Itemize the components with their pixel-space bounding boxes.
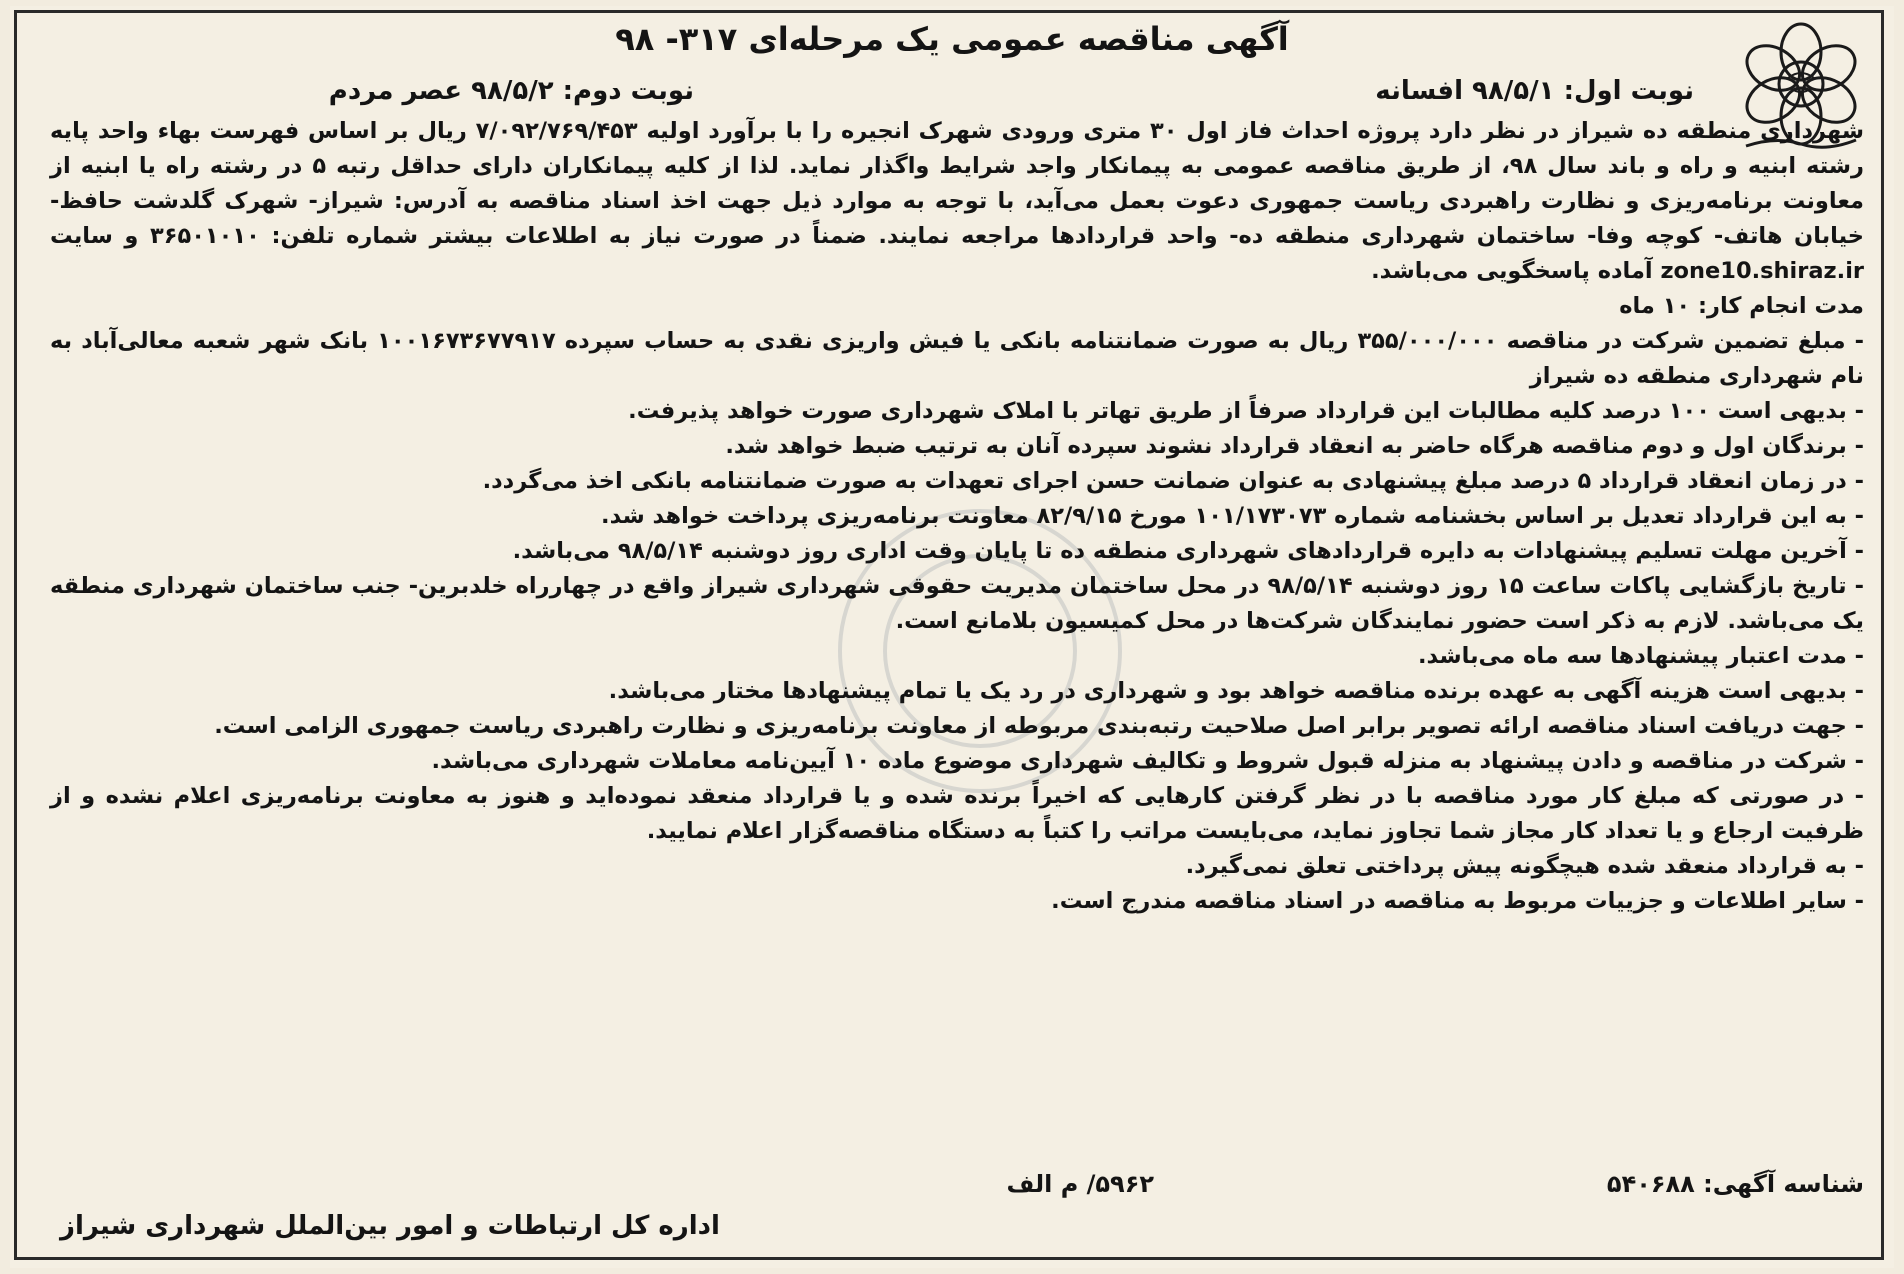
clause-winners: - برندگان اول و دوم مناقصه هرگاه حاضر به انعقاد قرارداد نشوند سپرده آنان به ترتیب ضبط خواهد شد.	[725, 433, 1864, 459]
ad-identifier: شناسه آگهی: ۵۴۰۶۸۸	[1606, 1170, 1864, 1198]
clause-adjustment: - به این قرارداد تعدیل بر اساس بخشنامه شماره ۱۰۱/۱۷۳۰۷۳ مورخ ۸۲/۹/۱۵ معاونت برنامه‌ریزی پرداخت خواهد شد.	[601, 503, 1864, 529]
clause-documents: - جهت دریافت اسناد مناقصه ارائه تصویر برابر اصل صلاحیت رتبه‌بندی مربوطه از معاونت برنامه‌ریزی و نظارت راهبردی ریاست جمهوری الزامی است.	[214, 713, 1864, 739]
newspaper-clipping	[10, 6, 1894, 1268]
issuer-footer: اداره کل ارتباطات و امور بین‌الملل شهرداری شیراز	[60, 1211, 720, 1241]
ad-title: آگهی مناقصه عمومی یک مرحله‌ای ۳۱۷- ۹۸	[615, 20, 1289, 58]
clause-guarantee: - مبلغ تضمین شرکت در مناقصه ۳۵۵/۰۰۰/۰۰۰ ریال به صورت ضمانتنامه بانکی یا فیش واریزی نقدی به حساب سپرده ۱۰۰۱۶۷۳۶۷۷۹۱۷ بانک شهر شعبه معالی‌آباد به نام شهرداری منطقه ده شیراز	[50, 328, 1864, 389]
ad-code: ۵۹۶۲/ م الف	[1006, 1170, 1154, 1198]
clause-ad-cost: - بدیهی است هزینه آگهی به عهده برنده مناقصه خواهد بود و شهرداری در رد یک یا تمام پیشنهادها مختار می‌باشد.	[608, 678, 1864, 704]
clause-deadline: - آخرین مهلت تسلیم پیشنهادات به دایره قراردادهای شهرداری منطقه ده تا پایان وقت اداری روز دوشنبه ۹۸/۵/۱۴ می‌باشد.	[512, 538, 1864, 564]
clause-payment: - بدیهی است ۱۰۰ درصد کلیه مطالبات این قرارداد صرفاً از طریق تهاتر با املاک شهرداری صورت خواهد پذیرفت.	[628, 398, 1864, 424]
ad-body	[50, 114, 1864, 919]
clause-prepayment: - به قرارداد منعقد شده هیچگونه پیش پرداختی تعلق نمی‌گیرد.	[1185, 853, 1864, 879]
clause-validity: - مدت اعتبار پیشنهادها سه ماه می‌باشد.	[1417, 643, 1864, 669]
first-publication: نوبت اول: ۹۸/۵/۱ افسانه	[1375, 76, 1694, 106]
clause-performance-bond: - در زمان انعقاد قرارداد ۵ درصد مبلغ پیشنهادی به عنوان ضمانت حسن اجرای تعهدات به صورت ضمانتنامه بانکی اخذ می‌گردد.	[482, 468, 1864, 494]
second-publication: نوبت دوم: ۹۸/۵/۲ عصر مردم	[328, 76, 694, 106]
clause-other-info: - سایر اطلاعات و جزییات مربوط به مناقصه در اسناد مناقصه مندرج است.	[1051, 888, 1864, 914]
intro-paragraph: شهرداری منطقه ده شیراز در نظر دارد پروژه احداث فاز اول ۳۰ متری ورودی شهرک انجیره را با برآورد اولیه ۷/۰۹۲/۷۶۹/۴۵۳ ریال بر اساس فهرست بهاء واحد پایه رشته ابنیه و راه و باند سال ۹۸، از طریق مناقصه عمومی به پیمانکار واجد شرایط واگذار نماید. لذا از کلیه پیمانکاران دارای حداقل رتبه ۵ در رشته راه یا ابنیه از معاونت برنامه‌ریزی و نظارت راهبردی ریاست جمهوری دعوت بعمل می‌آید، با توجه به موارد ذیل جهت اخذ اسناد مناقصه به آدرس: شیراز- شهرک گلدشت حافظ- خیابان هاتف- کوچه وفا- ساختمان شهرداری منطقه ده- واحد قراردادها مراجعه نمایند. ضمناً در صورت نیاز به اطلاعات بیشتر شماره تلفن: ۳۶۵۰۱۰۱۰ و سایت zone10.shiraz.ir آماده پاسخگویی می‌باشد.	[50, 118, 1865, 284]
clause-opening: - تاریخ بازگشایی پاکات ساعت ۱۵ روز دوشنبه ۹۸/۵/۱۴ در محل ساختمان مدیریت حقوقی شهرداری شیراز واقع در چهارراه خلدبرین- جنب ساختمان شهرداری منطقه یک می‌باشد. لازم به ذکر است حضور نمایندگان شرکت‌ها در محل کمیسیون بلامانع است.	[50, 573, 1864, 634]
work-duration: مدت انجام کار: ۱۰ ماه	[1619, 293, 1864, 319]
clause-capacity: - در صورتی که مبلغ کار مورد مناقصه با در نظر گرفتن کارهایی که اخیراً برنده شده و یا قرارداد منعقد نموده‌اید و هنوز به معاونت برنامه‌ریزی اعلام نشده و از ظرفیت ارجاع و یا تعداد کار مجاز شما تجاوز نماید، می‌بایست مراتب را کتباً به دستگاه مناقصه‌گزار اعلام نمایید.	[50, 783, 1864, 844]
clause-acceptance: - شرکت در مناقصه و دادن پیشنهاد به منزله قبول شروط و تکالیف شهرداری موضوع ماده ۱۰ آیین‌نامه معاملات شهرداری می‌باشد.	[431, 748, 1864, 774]
